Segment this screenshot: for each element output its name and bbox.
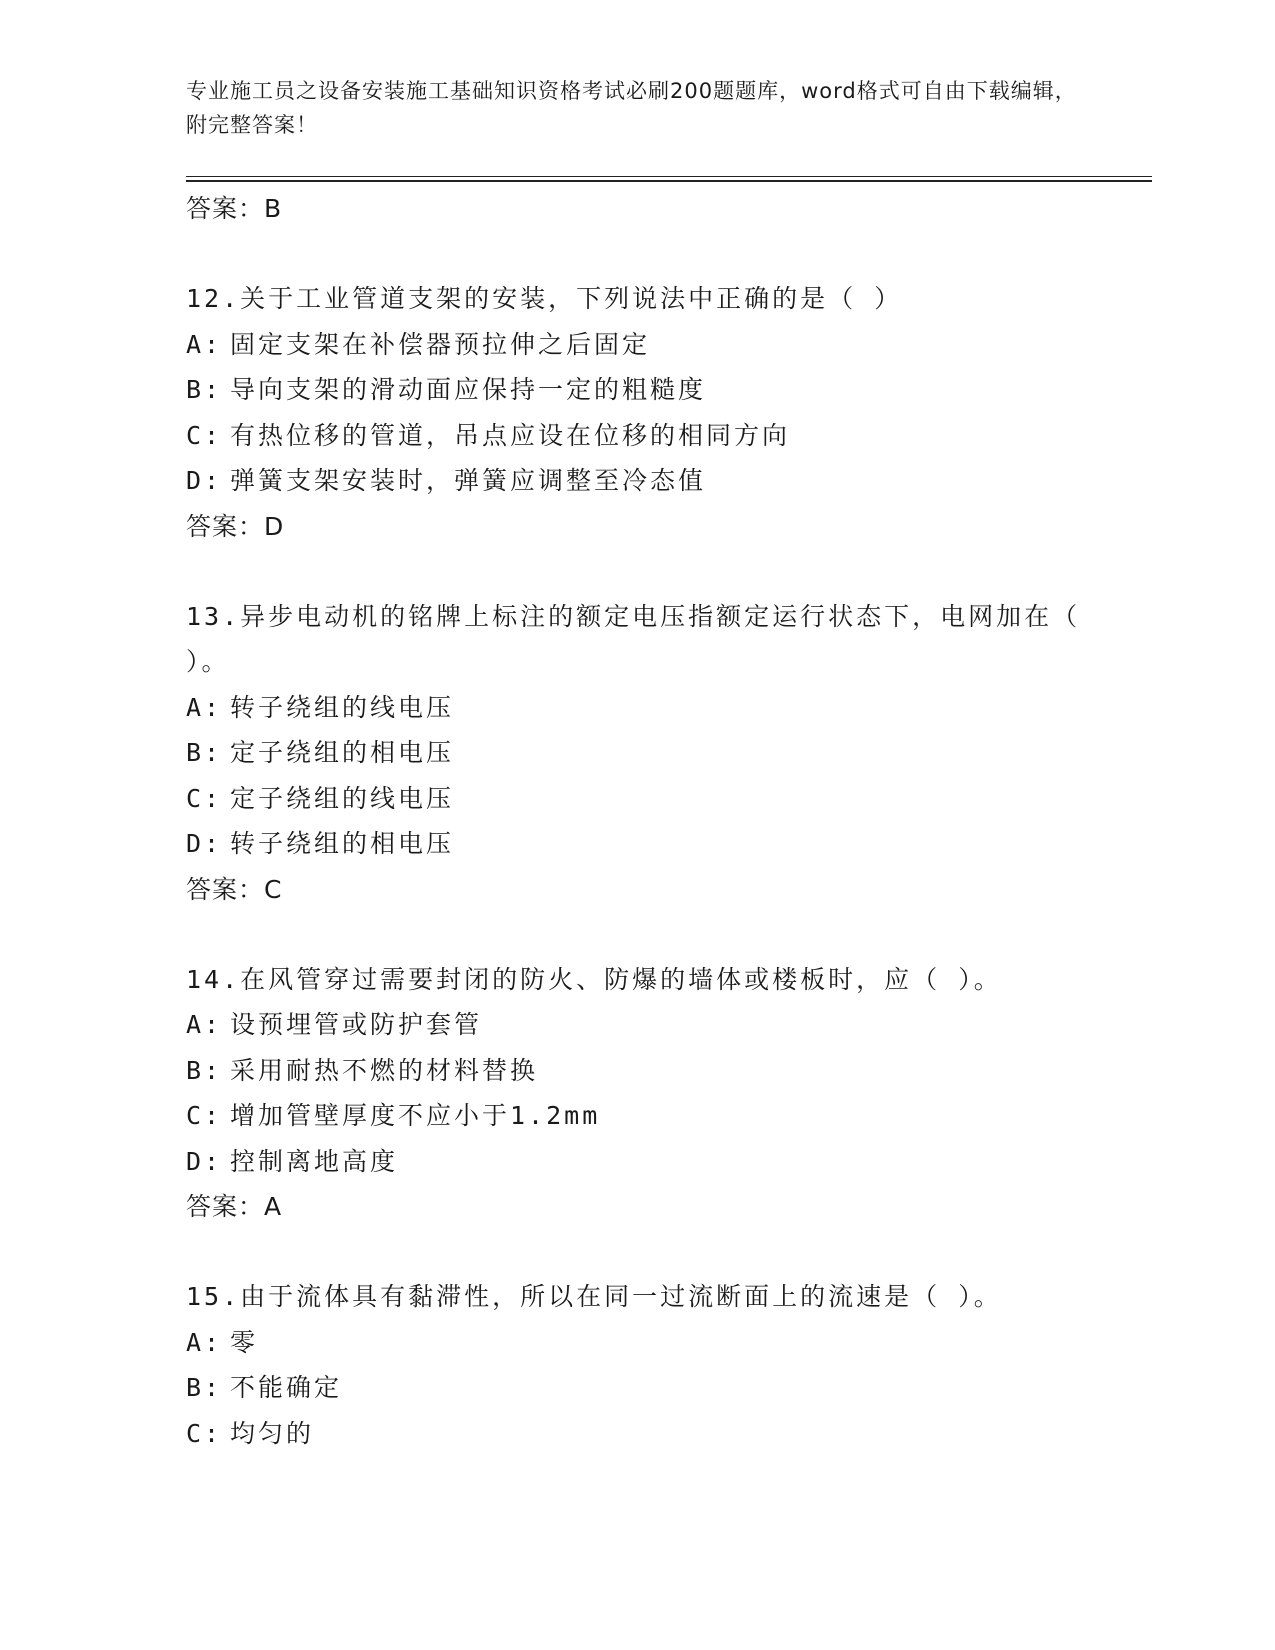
question-block	[186, 1274, 1146, 1456]
option-key: A:	[186, 692, 223, 722]
option-key: C:	[186, 1418, 223, 1448]
option-b	[186, 1365, 1146, 1411]
document-header: 专业施工员之设备安装施工基础知识资格考试必刷200题题库，word格式可自由下载编辑，附完整答案！	[186, 79, 1077, 137]
option-a	[186, 1002, 1146, 1048]
option-text: 定子绕组的线电压	[230, 783, 455, 813]
option-b	[186, 1048, 1146, 1094]
option-b	[186, 730, 1146, 776]
answer-line: 答案：C	[186, 874, 283, 904]
option-text: 不能确定	[230, 1373, 343, 1402]
answer-line: 答案：D	[186, 511, 285, 541]
option-text: 固定支架在补偿器预拉伸之后固定	[230, 329, 651, 359]
option-text: 采用耐热不燃的材料替换	[230, 1055, 539, 1085]
header-divider-thick	[186, 180, 1152, 182]
option-text: 零	[230, 1327, 259, 1357]
option-c	[186, 776, 1146, 822]
option-text: 均匀的	[230, 1418, 315, 1448]
option-a	[186, 1320, 1146, 1366]
answer-line: 答案：B	[186, 194, 283, 223]
option-text: 有热位移的管道，吊点应设在位移的相同方向	[230, 420, 791, 450]
option-key: C:	[186, 420, 223, 450]
option-key: A:	[186, 329, 223, 359]
question-list	[186, 186, 1146, 1456]
option-c	[186, 1093, 1146, 1139]
option-a	[186, 322, 1146, 368]
option-key: D:	[186, 1146, 223, 1176]
option-c	[186, 1411, 1146, 1457]
question-block	[186, 957, 1146, 1231]
option-key: B:	[186, 375, 223, 404]
header-divider	[186, 176, 1152, 177]
question-block	[186, 276, 1146, 550]
option-key: B:	[186, 738, 223, 767]
option-key: D:	[186, 829, 223, 858]
option-text: 转子绕组的相电压	[230, 829, 455, 858]
option-d	[186, 1139, 1146, 1185]
option-key: B:	[186, 1055, 223, 1085]
answer-line: 答案：A	[186, 1192, 283, 1221]
option-d	[186, 821, 1146, 867]
option-text: 弹簧支架安装时，弹簧应调整至冷态值	[230, 466, 707, 495]
question-stem: 13.异步电动机的铭牌上标注的额定电压指额定运行状态下，电网加在（ ）。	[186, 601, 1081, 676]
question-stem: 15.由于流体具有黏滞性，所以在同一过流断面上的流速是（ ）。	[186, 1282, 1002, 1311]
question-block	[186, 594, 1146, 913]
option-key: C:	[186, 783, 223, 813]
option-text: 控制离地高度	[230, 1146, 399, 1176]
option-b	[186, 367, 1146, 413]
option-text: 定子绕组的相电压	[230, 738, 455, 767]
option-a	[186, 685, 1146, 731]
option-key: B:	[186, 1373, 223, 1402]
option-text: 转子绕组的线电压	[230, 692, 455, 722]
option-key: C:	[186, 1101, 223, 1130]
option-c	[186, 413, 1146, 459]
option-key: A:	[186, 1010, 223, 1039]
option-key: D:	[186, 466, 223, 495]
option-d	[186, 458, 1146, 504]
option-text: 增加管壁厚度不应小于1.2mm	[230, 1101, 601, 1130]
option-key: A:	[186, 1327, 223, 1357]
option-text: 导向支架的滑动面应保持一定的粗糙度	[230, 375, 707, 404]
question-stem: 14.在风管穿过需要封闭的防火、防爆的墙体或楼板时，应（ ）。	[186, 964, 1002, 994]
question-stem: 12.关于工业管道支架的安装，下列说法中正确的是（ ）	[186, 284, 903, 313]
option-text: 设预埋管或防护套管	[230, 1010, 483, 1039]
